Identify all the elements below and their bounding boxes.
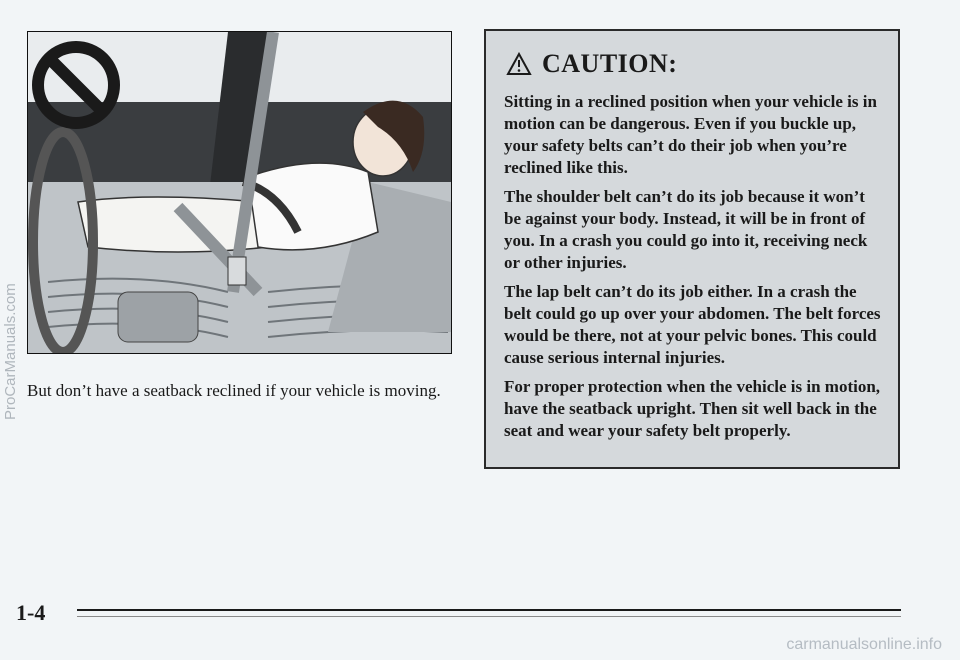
bottom-watermark: carmanualsonline.info: [786, 636, 942, 653]
caution-paragraph: The lap belt can’t do its job either. In a crash the belt could go up over your abdomen. The belt forces would be there, not at your pelvic bones. This could cause serious internal injuries.: [504, 282, 881, 367]
warning-triangle-icon: [506, 52, 532, 76]
body-text: But don’t have a seatback reclined if your vehicle is moving.: [27, 381, 441, 400]
caution-paragraph: For proper protection when the vehicle is in motion, have the seatback upright. Then sit well back in the seat and wear your safety belt properly.: [504, 377, 881, 440]
caution-header: [506, 49, 882, 79]
caution-paragraph: Sitting in a reclined position when your vehicle is in motion can be dangerous. Even if you buckle up, your safety belts can’t do their job when you’re reclined like this.: [504, 92, 877, 177]
caution-paragraph: The shoulder belt can’t do its job because it won’t be against your body. Instead, it will be in front of you. In a crash you could go into it, receiving neck or other injuries.: [504, 187, 868, 272]
reclined-passenger-illustration: [27, 31, 452, 354]
caution-box: [484, 29, 900, 469]
caution-title: CAUTION:: [542, 49, 678, 78]
side-watermark: ProCarManuals.com: [2, 283, 19, 420]
prohibition-icon: [31, 40, 121, 130]
page-number: 1-4: [16, 600, 46, 625]
footer-rule: [77, 609, 901, 611]
footer-rule-thin: [77, 616, 901, 617]
